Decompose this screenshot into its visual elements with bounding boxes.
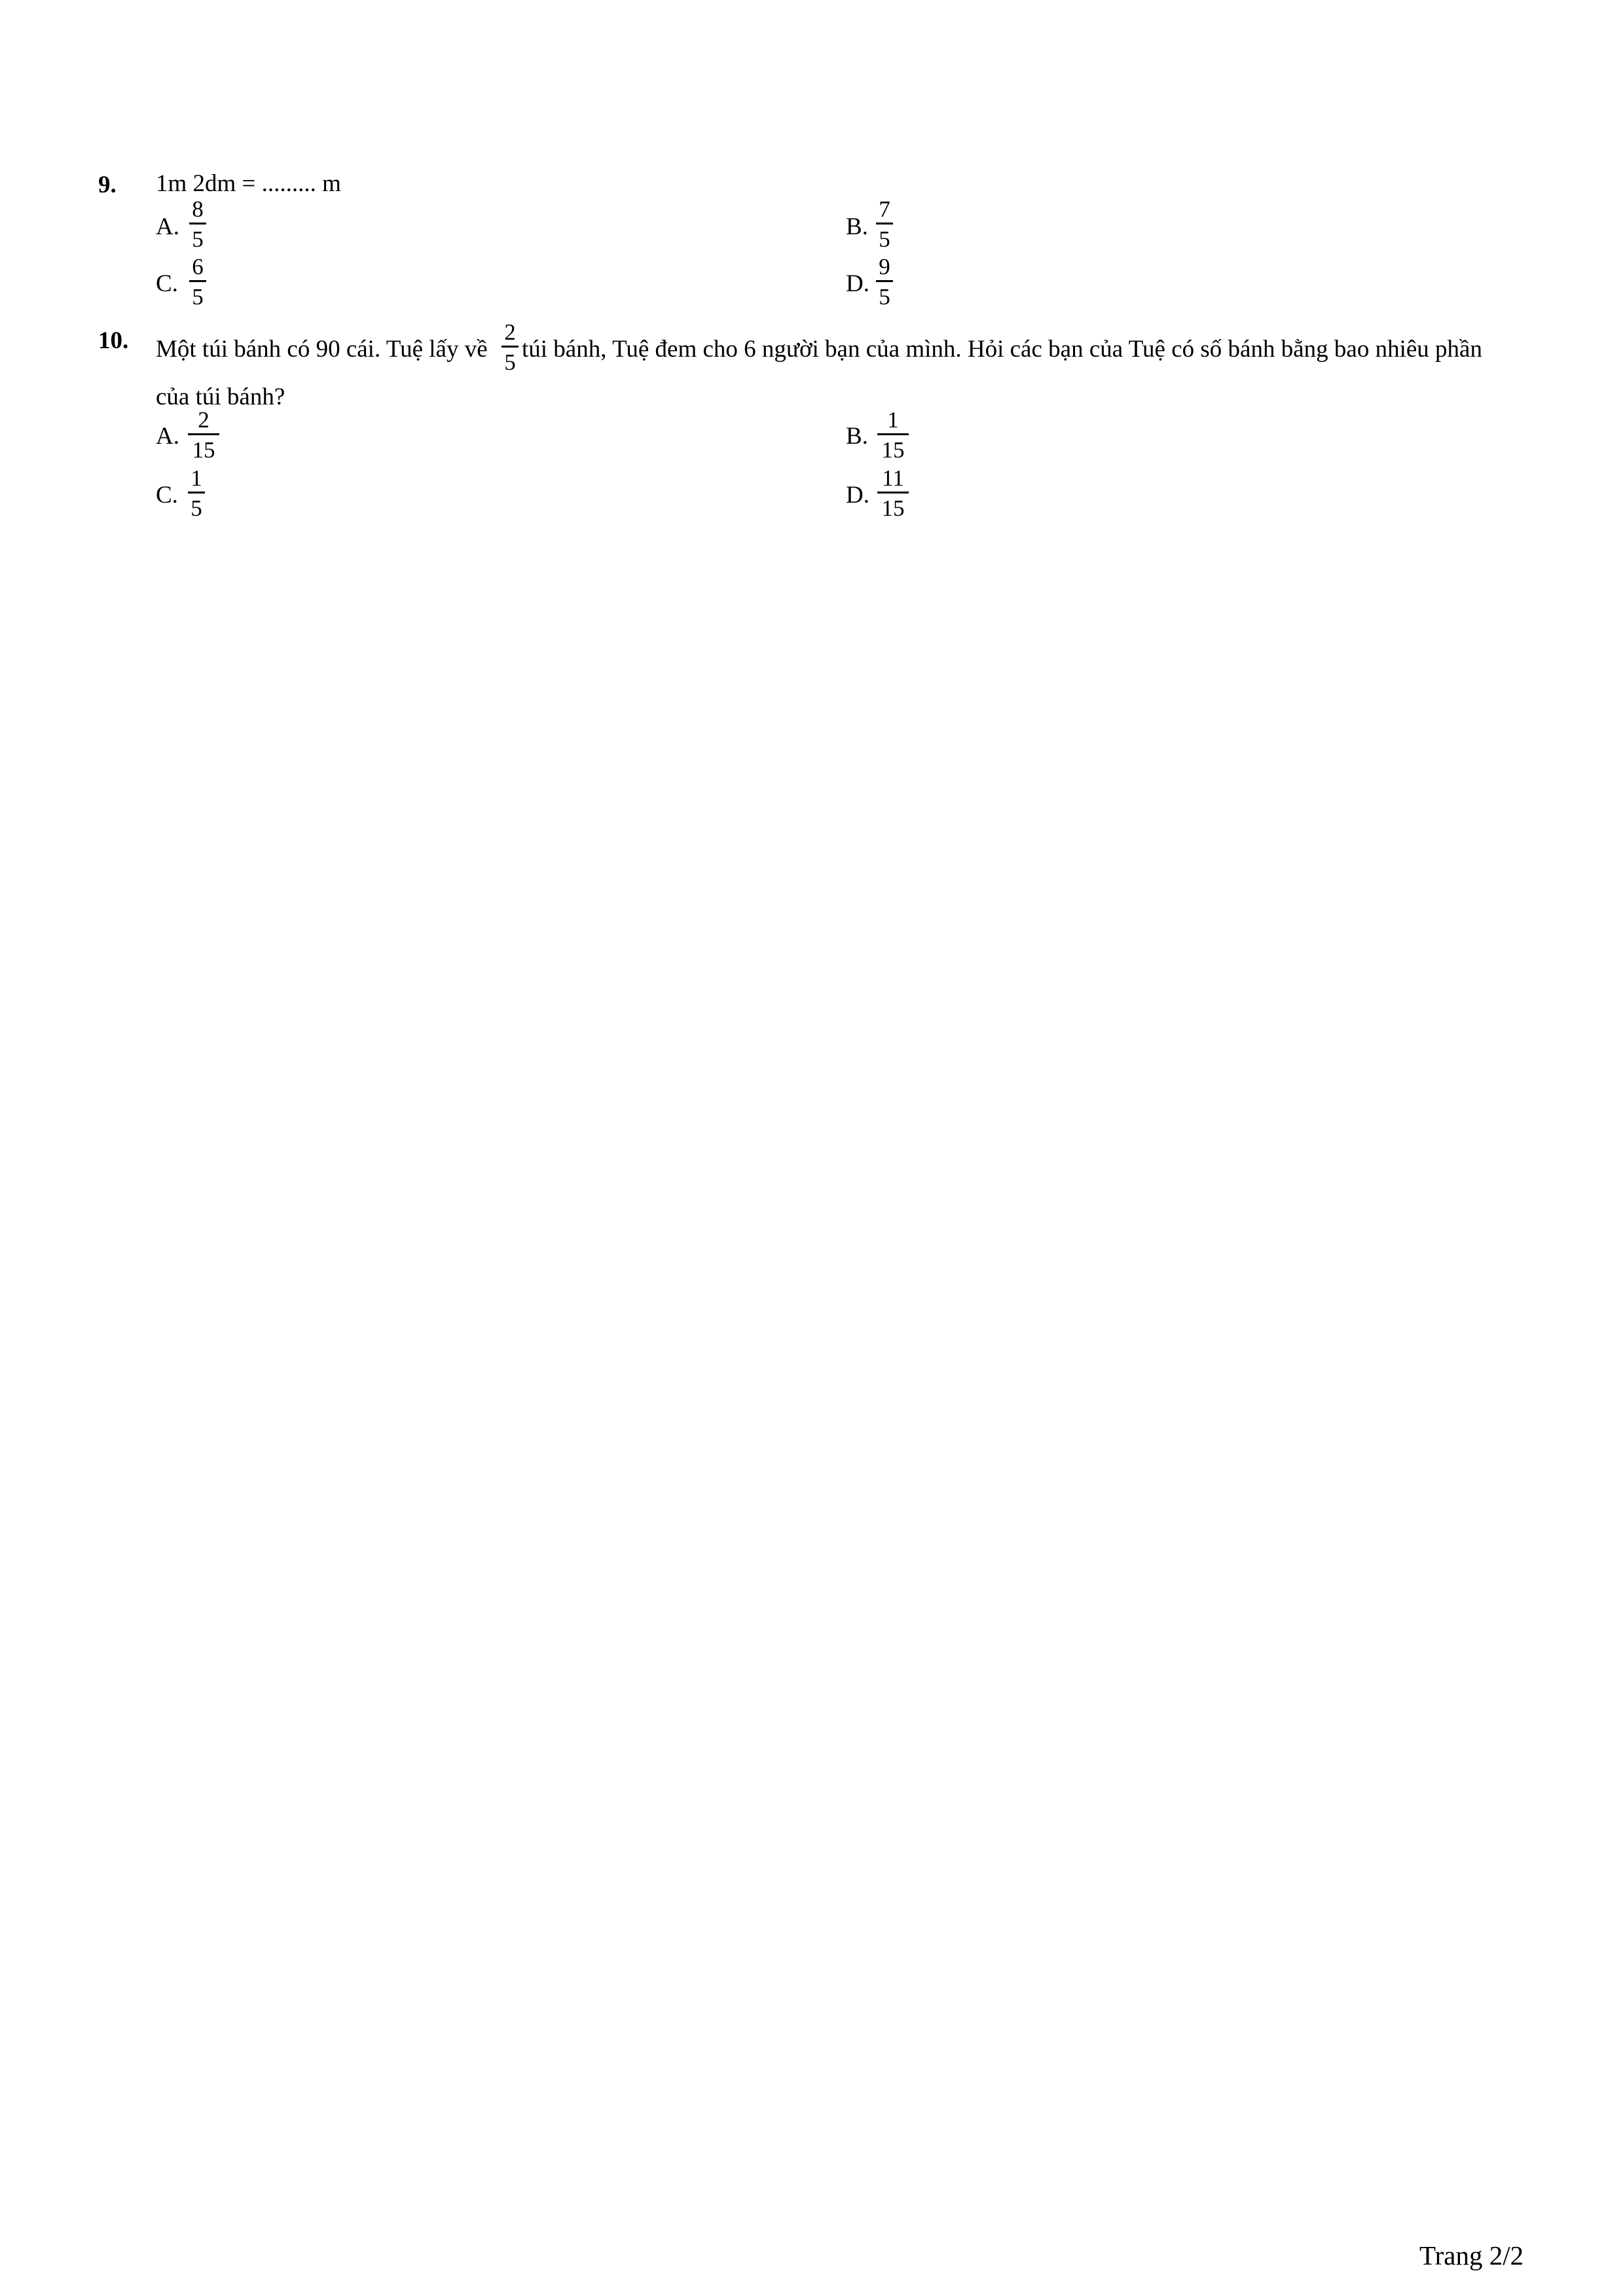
question-number: 9. <box>98 171 117 198</box>
question-text-before: Một túi bánh có 90 cái. Tuệ lấy về <box>156 336 488 363</box>
option-letter: A. <box>156 423 179 450</box>
page-number: Trang 2/2 <box>1419 2240 1524 2270</box>
option-letter: D. <box>846 482 869 509</box>
fraction-denominator: 5 <box>879 284 890 310</box>
question-number: 10. <box>98 327 129 354</box>
fraction-bar <box>877 492 909 493</box>
option-letter: C. <box>156 270 178 297</box>
fraction-numerator: 1 <box>887 407 899 433</box>
fraction-bar <box>877 433 909 435</box>
fraction-numerator: 9 <box>879 254 890 279</box>
fraction-denominator: 5 <box>879 226 890 252</box>
fraction-numerator: 2 <box>198 407 210 433</box>
fraction-denominator: 15 <box>881 495 905 521</box>
fraction-numerator: 7 <box>879 196 890 222</box>
option-letter: C. <box>156 482 178 509</box>
fraction-denominator: 5 <box>504 350 516 375</box>
fraction-denominator: 15 <box>192 437 215 463</box>
question-text-line2: của túi bánh? <box>156 384 285 410</box>
question-text-after: túi bánh, Tuệ đem cho 6 người bạn của mình. Hỏi các bạn của Tuệ có số bánh bằng bao nhiêu phần <box>522 336 1482 363</box>
fraction-denominator: 5 <box>191 495 202 521</box>
fraction-denominator: 5 <box>192 226 204 252</box>
question-text: 1m 2dm = ......... m <box>156 170 341 197</box>
fraction-bar <box>189 280 206 282</box>
option-b-fraction <box>877 408 909 461</box>
option-a-fraction <box>189 198 206 251</box>
fraction-bar <box>876 223 893 224</box>
option-letter: B. <box>846 423 868 450</box>
fraction-numerator: 2 <box>504 319 516 345</box>
option-a-fraction <box>188 408 219 461</box>
fraction-numerator: 8 <box>192 196 204 222</box>
fraction-bar <box>189 223 206 224</box>
fraction-bar <box>876 280 893 282</box>
fraction-denominator: 5 <box>192 284 204 310</box>
fraction-numerator: 6 <box>192 254 204 279</box>
fraction-bar <box>188 492 205 493</box>
fraction-denominator: 15 <box>881 437 905 463</box>
question-inline-fraction <box>501 321 519 374</box>
option-c-fraction <box>188 467 205 520</box>
option-c-fraction <box>189 255 206 308</box>
option-d-fraction <box>876 255 893 308</box>
option-letter: B. <box>846 213 868 240</box>
option-b-fraction <box>876 198 893 251</box>
option-d-fraction <box>877 467 909 520</box>
fraction-numerator: 1 <box>191 465 202 491</box>
option-letter: A. <box>156 213 179 240</box>
fraction-numerator: 11 <box>882 465 904 491</box>
fraction-bar <box>501 346 519 348</box>
option-letter: D. <box>846 270 869 297</box>
fraction-bar <box>188 433 219 435</box>
